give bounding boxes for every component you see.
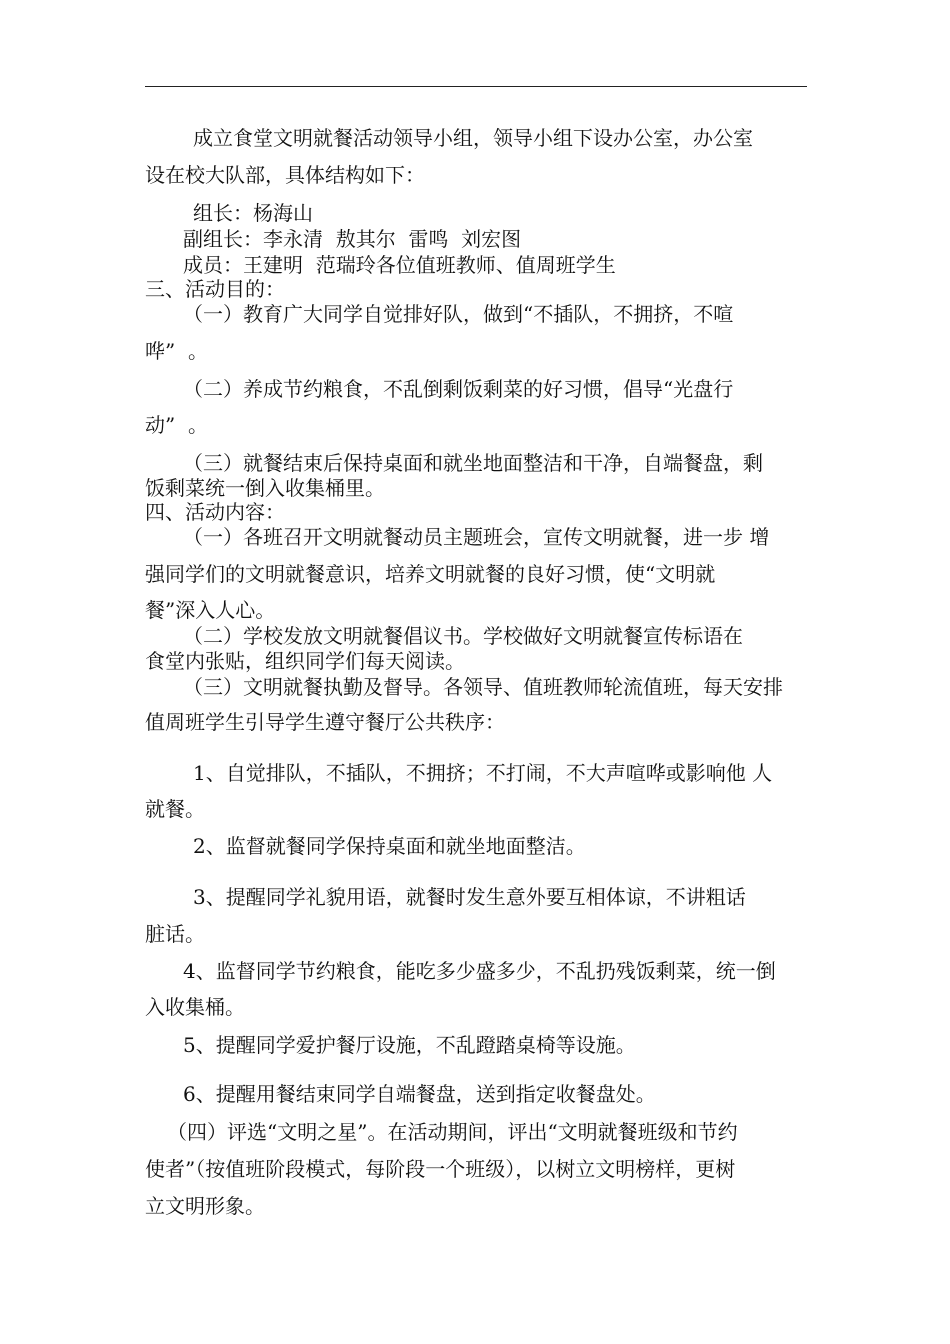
text-line: 餐”深入人心。 <box>145 598 276 622</box>
text-line: 就餐。 <box>145 797 205 821</box>
text-line: 副组长：李永清 敖其尔 雷鸣 刘宏图 <box>183 227 522 251</box>
text-line: 使者”（按值班阶段模式，每阶段一个班级），以树立文明榜样，更树 <box>145 1157 736 1181</box>
text-line: 脏话。 <box>145 922 205 946</box>
text-line: 设在校大队部，具体结构如下： <box>145 163 425 187</box>
list-item: 3、提醒同学礼貌用语，就餐时发生意外要互相体谅，不讲粗话 <box>193 885 746 909</box>
section-heading: 四、活动内容： <box>145 500 285 524</box>
list-item: 4、监督同学节约粮食，能吃多少盛多少，不乱扔残饭剩菜，统一倒 <box>183 959 776 983</box>
list-item: 5、提醒同学爱护餐厅设施，不乱蹬踏桌椅等设施。 <box>183 1033 636 1057</box>
list-item: 1、自觉排队，不插队，不拥挤；不打闹，不大声喧哗或影响他 人 <box>193 761 773 785</box>
text-line: （二）养成节约粮食，不乱倒剩饭剩菜的好习惯，倡导“光盘行 <box>183 377 734 401</box>
section-heading: 三、活动目的： <box>145 277 285 301</box>
text-line: 食堂内张贴，组织同学们每天阅读。 <box>145 649 465 673</box>
header-rule <box>145 86 807 87</box>
list-item: 2、监督就餐同学保持桌面和就坐地面整洁。 <box>193 834 586 858</box>
text-line: 哗” 。 <box>145 339 208 363</box>
list-item: 6、提醒用餐结束同学自端餐盘，送到指定收餐盘处。 <box>183 1082 656 1106</box>
text-line: （三）就餐结束后保持桌面和就坐地面整洁和干净，自端餐盘，剩 <box>183 451 763 475</box>
text-line: 饭剩菜统一倒入收集桶里。 <box>145 476 385 500</box>
text-line: （一）教育广大同学自觉排好队，做到“不插队，不拥挤，不喧 <box>183 302 734 326</box>
text-line: （三）文明就餐执勤及督导。各领导、值班教师轮流值班，每天安排 <box>183 675 783 699</box>
text-line: （二）学校发放文明就餐倡议书。学校做好文明就餐宣传标语在 <box>183 624 743 648</box>
text-line: 立文明形象。 <box>145 1194 265 1218</box>
text-line: 值周班学生引导学生遵守餐厅公共秩序： <box>145 710 505 734</box>
text-line: （一）各班召开文明就餐动员主题班会，宣传文明就餐，进一步 增 <box>183 525 770 549</box>
text-line: 成员：王建明 范瑞玲各位值班教师、值周班学生 <box>183 253 616 277</box>
text-line: 动” 。 <box>145 413 208 437</box>
text-line: 强同学们的文明就餐意识，培养文明就餐的良好习惯，使“文明就 <box>145 562 716 586</box>
text-line: 入收集桶。 <box>145 995 245 1019</box>
text-line: （四）评选“文明之星”。在活动期间，评出“文明就餐班级和节约 <box>167 1120 738 1144</box>
text-line: 组长：杨海山 <box>193 201 313 225</box>
text-line: 成立食堂文明就餐活动领导小组，领导小组下设办公室，办公室 <box>193 126 753 150</box>
